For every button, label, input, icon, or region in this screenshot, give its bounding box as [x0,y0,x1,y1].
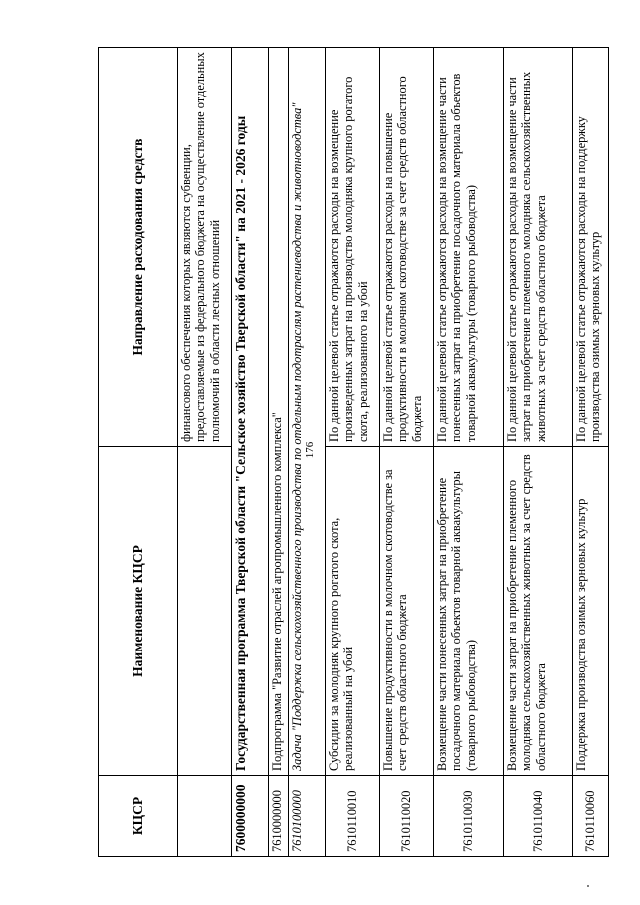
row-name: Поддержка производства озимых зерновых культур [573,447,609,776]
header-code: КЦСР [99,776,178,857]
program-code: 7600000000 [232,776,269,857]
table-row [573,48,609,857]
header-name: Наименование КЦСР [99,447,178,776]
row-code: 7610110030 [434,776,504,857]
row-code: 7610110020 [380,776,434,857]
page-number: 176 [304,441,316,459]
table-header-row [99,48,178,857]
table-row [326,48,380,857]
task-code: 7610100000 [289,776,326,857]
table-row-program [232,48,269,857]
row-code: 7610110040 [504,776,573,857]
table-row-task [289,48,326,857]
row-name: Возмещение части понесенных затрат на приобретение посадочного материала объектов товарной аквакультуры (товарного рыбоводства) [434,447,504,776]
row-direction: По данной целевой статье отражаются расходы на повышение продуктивности в молочном скотоводстве за счет средств областного бюджета [380,48,434,447]
subprogram-code: 7610000000 [269,776,289,857]
table-row [434,48,504,857]
table-row [380,48,434,857]
rotated-table-container [98,48,603,857]
continuation-name-cell [178,447,232,776]
continuation-code-cell [178,776,232,857]
row-code: 7610110010 [326,776,380,857]
table-row [504,48,573,857]
row-direction: По данной целевой статье отражаются расходы на возмещение части затрат на приобретение племенного молодняка сельскохозяйственных животных за счет средств областного бюджета [504,48,573,447]
row-name: Возмещение части затрат на приобретение племенного молодняка сельскохозяйственных животных за счет средств областного бюджета [504,447,573,776]
row-direction: По данной целевой статье отражаются расходы на возмещение произведенных затрат на производство молодняка крупного рогатого скота, реализованного на убой [326,48,380,447]
row-name: Субсидии за молодняк крупного рогатого скота, реализованный на убой [326,447,380,776]
table-row-continuation [178,48,232,857]
scan-speck [587,885,589,887]
program-title: Государственная программа Тверской области "Сельское хозяйство Тверской области" на 2021 - 2026 годы [232,48,269,776]
kcsr-table [98,47,609,857]
subprogram-title: Подпрограмма "Развитие отраслей агропромышленного комплекса" [269,48,289,776]
header-direction: Направление расходования средств [99,48,178,447]
row-direction: По данной целевой статье отражаются расходы на поддержку производства озимых зерновых культур [573,48,609,447]
row-name: Повышение продуктивности в молочном скотоводстве за счет средств областного бюджета [380,447,434,776]
task-title: Задача "Поддержка сельскохозяйственного производства по отдельным подотраслям растениеводства и животноводства" [289,48,326,776]
row-direction: По данной целевой статье отражаются расходы на возмещение части понесенных затрат на приобретение посадочного материала объектов товарной аквакультуры (товарного рыбоводства) [434,48,504,447]
row-code: 7610110060 [573,776,609,857]
table-row-subprogram [269,48,289,857]
continuation-direction-cell: финансового обеспечения которых являются субвенции, предоставляемые из федерального бюджета на осуществление отдельных полномочий в области лесных отношений [178,48,232,447]
